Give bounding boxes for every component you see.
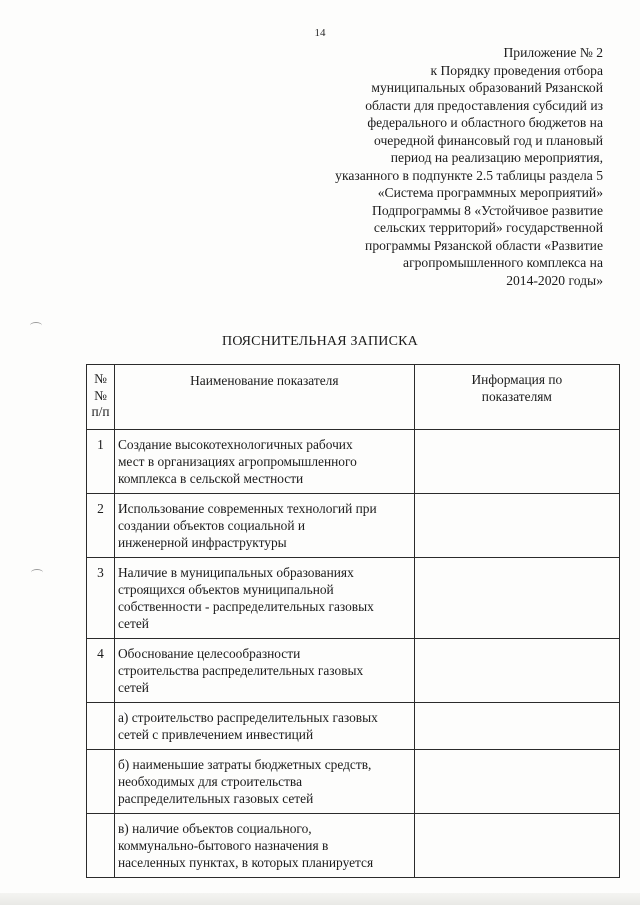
appendix-line: программы Рязанской области «Развитие bbox=[365, 237, 603, 253]
row-number: 3 bbox=[87, 558, 115, 639]
table-row bbox=[87, 750, 620, 814]
indicators-table bbox=[86, 364, 620, 878]
table-row bbox=[87, 494, 620, 558]
appendix-line: к Порядку проведения отбора bbox=[430, 62, 603, 78]
row-number: 4 bbox=[87, 639, 115, 703]
row-indicator-info bbox=[414, 430, 619, 494]
appendix-line: Подпрограммы 8 «Устойчивое развитие bbox=[372, 202, 603, 218]
appendix-line: «Система программных мероприятий» bbox=[377, 185, 603, 200]
row-indicator-name: Обоснование целесообразности строительства распределительных газовых сетей bbox=[114, 639, 414, 703]
table-header-row bbox=[87, 365, 620, 430]
table-row bbox=[87, 814, 620, 878]
row-indicator-name: а) строительство распределительных газовых сетей с привлечением инвестиций bbox=[114, 703, 414, 750]
row-indicator-info bbox=[414, 814, 619, 878]
row-number: 2 bbox=[87, 494, 115, 558]
header-number: № № п/п bbox=[87, 365, 115, 430]
appendix-line: федерального и областного бюджетов на bbox=[367, 115, 603, 130]
row-number bbox=[87, 814, 115, 878]
appendix-line: очередной финансовый год и плановый bbox=[374, 132, 603, 148]
row-indicator-info bbox=[414, 703, 619, 750]
appendix-line: муниципальных образований Рязанской bbox=[371, 80, 603, 95]
header-indicator-info: Информация по показателям bbox=[414, 365, 619, 430]
row-indicator-name: Создание высокотехнологичных рабочих мест в организациях агропромышленного комплекса в сельской местности bbox=[114, 430, 414, 494]
scan-bottom-edge bbox=[0, 893, 640, 905]
row-indicator-info bbox=[414, 639, 619, 703]
table-row bbox=[87, 430, 620, 494]
appendix-line: сельских территорий» государственной bbox=[373, 220, 603, 235]
appendix-line: период на реализацию мероприятия, bbox=[390, 150, 603, 165]
appendix-line: агропромышленного комплекса на bbox=[403, 255, 603, 270]
row-indicator-info bbox=[414, 494, 619, 558]
row-indicator-name: Использование современных технологий при создании объектов социальной и инженерной инфраструктуры bbox=[114, 494, 414, 558]
appendix-header bbox=[273, 44, 603, 289]
appendix-line: области для предоставления субсидий из bbox=[365, 97, 603, 113]
row-indicator-name: в) наличие объектов социального, коммунально-бытового назначения в населенных пунктах, в которых планируется bbox=[114, 814, 414, 878]
scan-margin-mark bbox=[31, 569, 43, 576]
appendix-line: Приложение № 2 bbox=[503, 45, 603, 60]
table-row bbox=[87, 703, 620, 750]
row-number bbox=[87, 703, 115, 750]
scan-margin-mark bbox=[30, 322, 42, 329]
row-number: 1 bbox=[87, 430, 115, 494]
appendix-line: 2014-2020 годы» bbox=[506, 272, 603, 288]
row-indicator-name: Наличие в муниципальных образованиях строящихся объектов муниципальной собственности - распределительных газовых сетей bbox=[114, 558, 414, 639]
row-number bbox=[87, 750, 115, 814]
table-row bbox=[87, 558, 620, 639]
page-number: 14 bbox=[314, 27, 326, 39]
row-indicator-info bbox=[414, 558, 619, 639]
table-row bbox=[87, 639, 620, 703]
header-indicator-name: Наименование показателя bbox=[114, 365, 414, 430]
row-indicator-name: б) наименьшие затраты бюджетных средств, необходимых для строительства распределительных газовых сетей bbox=[114, 750, 414, 814]
appendix-line: указанного в подпункте 2.5 таблицы раздела 5 bbox=[335, 167, 603, 183]
document-title: ПОЯСНИТЕЛЬНАЯ ЗАПИСКА bbox=[222, 334, 418, 349]
row-indicator-info bbox=[414, 750, 619, 814]
